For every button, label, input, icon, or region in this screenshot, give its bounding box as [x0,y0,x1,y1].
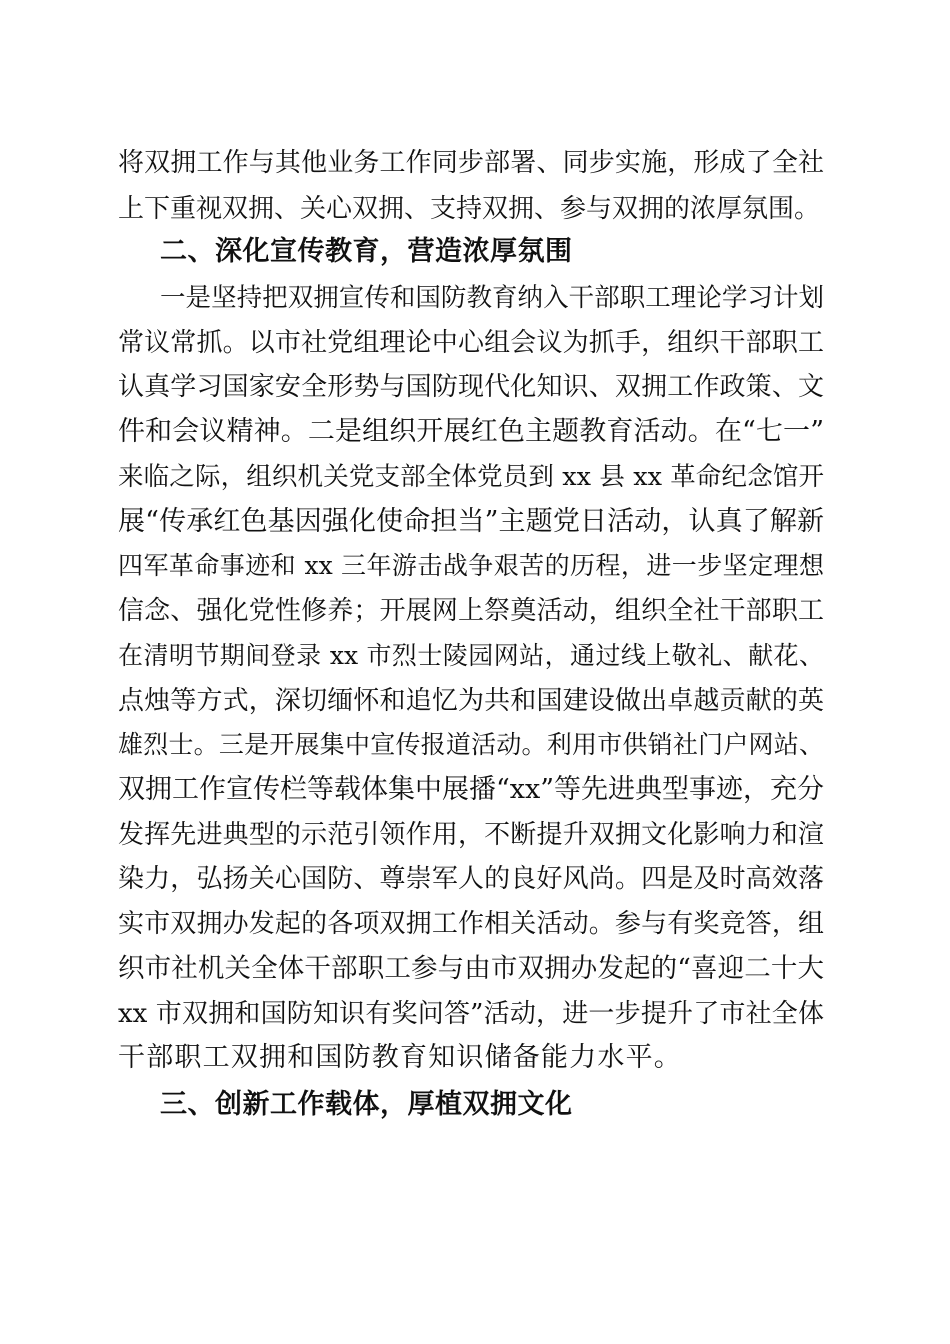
body-text-line: 在清明节期间登录 xx 市烈士陵园网站，通过线上敬礼、献花、 [118,641,824,670]
section-heading-3: 三、创新工作载体，厚植双拥文化 [160,1089,573,1120]
body-text-line: 发挥先进典型的示范引领作用，不断提升双拥文化影响力和渲 [118,820,824,850]
body-text-line: 四军革命事迹和 xx 三年游击战争艰苦的历程，进一步坚定理想 [118,551,824,580]
body-text-line: 件和会议精神。二是组织开展红色主题教育活动。在“七一” [118,416,824,447]
body-text-line: 雄烈士。三是开展集中宣传报道活动。利用市供销社门户网站、 [118,730,824,759]
body-text-line: xx 市双拥和国防知识有奖问答”活动，进一步提升了市社全体 [118,999,824,1029]
body-text-line: 来临之际，组织机关党支部全体党员到 xx 县 xx 革命纪念馆开 [118,462,824,492]
body-text-line: 干部职工双拥和国防教育知识储备能力水平。 [118,1042,682,1073]
body-text-line: 点烛等方式，深切缅怀和追忆为共和国建设做出卓越贡献的英 [118,686,824,716]
body-text-line: 认真学习国家安全形势与国防现代化知识、双拥工作政策、文 [118,372,824,402]
body-text-line: 将双拥工作与其他业务工作同步部署、同步实施，形成了全社 [118,148,824,178]
body-text-line: 实市双拥办发起的各项双拥工作相关活动。参与有奖竞答，组 [118,909,824,939]
body-text-line: 展“传承红色基因强化使命担当”主题党日活动，认真了解新 [118,506,824,537]
body-text-line: 双拥工作宣传栏等载体集中展播“xx”等先进典型事迹，充分 [118,774,825,805]
section-heading-2: 二、深化宣传教育，营造浓厚氛围 [160,236,573,267]
body-text-line: 信念、强化党性修养；开展网上祭奠活动，组织全社干部职工 [118,596,824,626]
body-text-line: 常议常抓。以市社党组理论中心组会议为抓手，组织干部职工 [118,328,824,358]
body-text-line: 上下重视双拥、关心双拥、支持双拥、参与双拥的浓厚氛围。 [118,194,821,224]
body-text-line: 染力，弘扬关心国防、尊崇军人的良好风尚。四是及时高效落 [118,864,824,894]
paragraph-first-line: 一是坚持把双拥宣传和国防教育纳入干部职工理论学习计划 [160,283,824,313]
body-text-line: 织市社机关全体干部职工参与由市双拥办发起的“喜迎二十大 [118,953,824,984]
